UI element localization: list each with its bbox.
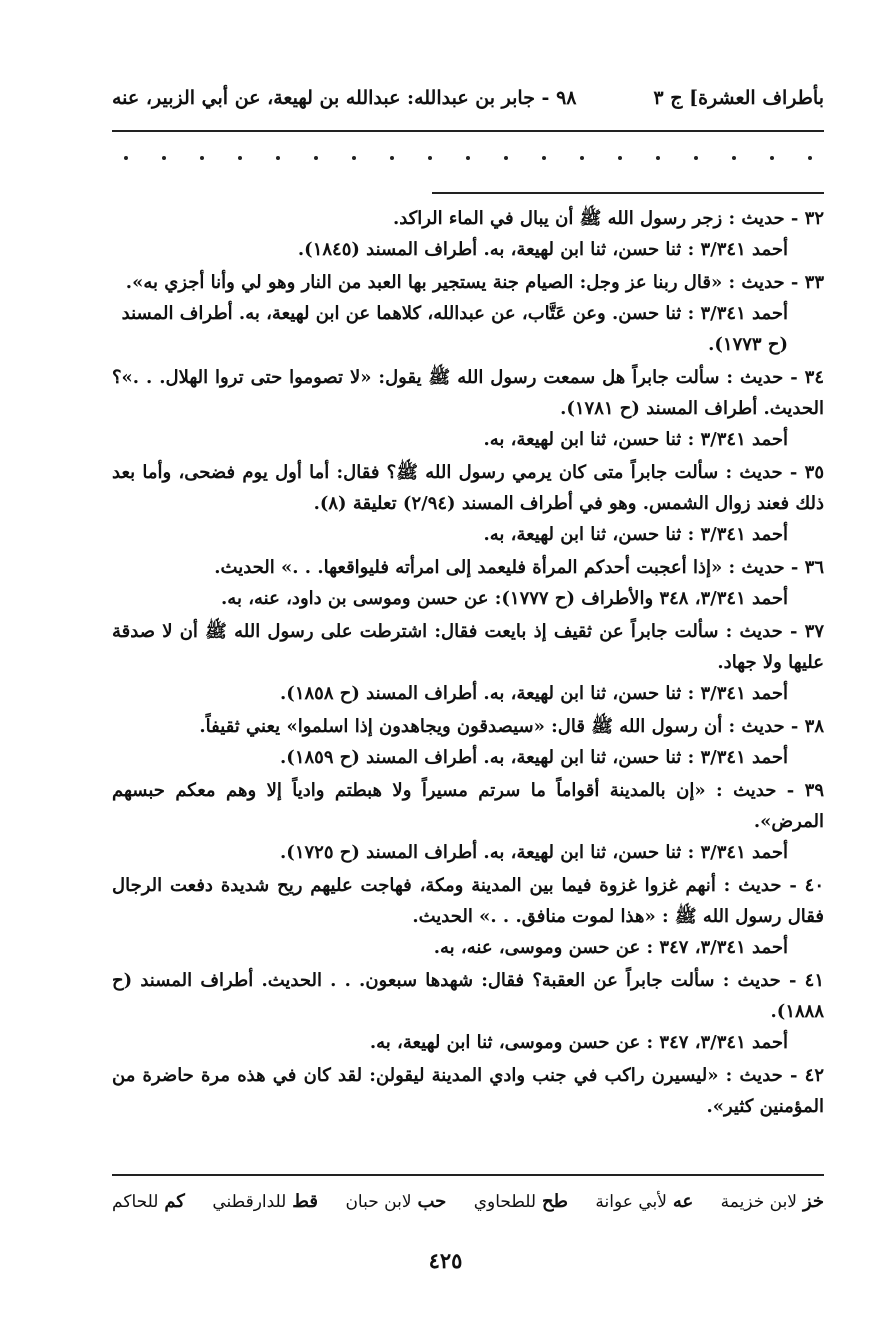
hadith-entry-35 [112, 457, 824, 550]
hadith-source: أحمد ٣/٣٤١ : ثنا حسن، ثنا ابن لهيعة، به. [483, 524, 788, 545]
hadith-text: ٣٧ - حديث : سألت جابراً عن ثقيف إذ بايعت فقال: اشترطت على رسول الله ﷺ أن لا صدقة عليها ولا جهاد. [112, 621, 824, 673]
dot [466, 156, 470, 160]
hadith-text: ٤١ - حديث : سألت جابراً عن العقبة؟ فقال: شهدها سبعون. . . الحديث. أطراف المسند (ح ١٨٨٨). [112, 970, 824, 1022]
hadith-source: أحمد ٣/٣٤١، ٣٤٨ والأطراف (ح ١٧٧٧): عن حسن وموسى بن داود، عنه، به. [221, 588, 788, 609]
dot [238, 156, 242, 160]
hadith-list [112, 203, 824, 1124]
dot [162, 156, 166, 160]
dot [314, 156, 318, 160]
hadith-entry-38 [112, 711, 824, 773]
hadith-text: ٣٨ - حديث : أن رسول الله ﷺ قال: «سيصدقون ويجاهدون إذا اسلموا» يعني ثقيفاً. [199, 716, 824, 737]
hadith-text: ٣٣ - حديث : «قال ربنا عز وجل: الصيام جنة يستجير بها العبد من النار وهو لي وأنا أجزي به». [125, 272, 824, 293]
hadith-text: ٣٥ - حديث : سألت جابراً متى كان يرمي رسول الله ﷺ؟ فقال: أما أول يوم فضحى، وأما بعد ذلك فعند زوال الشمس. وهو في أطراف المسند (٢/٩٤) تعليقة (٨). [112, 462, 824, 514]
hadith-text: ٤٠ - حديث : أنهم غزوا غزوة فيما بين المدينة ومكة، فهاجت عليهم ريح شديدة دفعت الرجال فقال رسول الله ﷺ : «هذا لموت منافق. . .» الحديث. [112, 875, 824, 927]
dot [770, 156, 774, 160]
ellipsis-dots-row [112, 156, 824, 160]
dot [618, 156, 622, 160]
hadith-entry-37 [112, 616, 824, 709]
page-number: ٤٢٥ [428, 1248, 463, 1273]
dot [808, 156, 812, 160]
hadith-text: ٣٤ - حديث : سألت جابراً هل سمعت رسول الله ﷺ يقول: «لا تصوموا حتى تروا الهلال. . .»؟ الحديث. أطراف المسند (ح ١٧٨١). [112, 367, 824, 419]
hadith-text: ٣٦ - حديث : «إذا أعجبت أحدكم المرأة فليعمد إلى امرأته فليواقعها. . .» الحديث. [214, 557, 824, 578]
dot [732, 156, 736, 160]
hadith-entry-33 [112, 267, 824, 360]
dot [656, 156, 660, 160]
abbreviation-item [721, 1188, 824, 1216]
abbreviation-item [595, 1188, 693, 1216]
hadith-entry-39 [112, 775, 824, 868]
abbreviation-item [474, 1188, 568, 1216]
abbreviation-code: خز [802, 1191, 824, 1212]
hadith-entry-42 [112, 1060, 824, 1122]
abbreviation-name: للحاكم [112, 1192, 159, 1212]
header-book-title: بأطراف العشرة] ج ٣ [653, 87, 824, 109]
footer-rule [112, 1174, 824, 1176]
hadith-source: أحمد ٣/٣٤١ : ثنا حسن، ثنا ابن لهيعة، به. أطراف المسند (ح ١٨٥٩). [280, 747, 788, 768]
hadith-entry-40 [112, 870, 824, 963]
dot [428, 156, 432, 160]
dot [580, 156, 584, 160]
hadith-source: أحمد ٣/٣٤١ : ثنا حسن. وعن عَتَّاب، عن عبدالله، كلاهما عن ابن لهيعة، به. أطراف المسند (ح ١٧٧٣). [121, 303, 788, 355]
abbreviation-name: للدارقطني [212, 1192, 287, 1212]
hadith-entry-41 [112, 965, 824, 1058]
hadith-source: أحمد ٣/٣٤١، ٣٤٧ : عن حسن وموسى، ثنا ابن لهيعة، به. [369, 1032, 788, 1053]
dot [276, 156, 280, 160]
abbreviation-code: كم [164, 1191, 185, 1212]
header-section-title: ٩٨ - جابر بن عبدالله: عبدالله بن لهيعة، عن أبي الزبير، عنه [112, 87, 577, 109]
dot [124, 156, 128, 160]
hadith-text: ٣٩ - حديث : «إن بالمدينة أقواماً ما سرتم مسيراً ولا هبطتم وادياً إلا وهم معكم حبسهم المرض». [112, 780, 824, 832]
hadith-entry-34 [112, 362, 824, 455]
hadith-source: أحمد ٣/٣٤١ : ثنا حسن، ثنا ابن لهيعة، به. أطراف المسند (١٨٤٥). [297, 239, 788, 260]
abbreviation-name: لابن خزيمة [720, 1192, 798, 1212]
abbreviation-code: عه [672, 1191, 694, 1212]
hadith-source: أحمد ٣/٣٤١ : ثنا حسن، ثنا ابن لهيعة، به. أطراف المسند (ح ١٧٢٥). [280, 842, 788, 863]
abbreviation-item [345, 1188, 446, 1216]
abbreviation-item [112, 1188, 185, 1216]
abbreviation-code: حب [417, 1191, 447, 1212]
hadith-source: أحمد ٣/٣٤١ : ثنا حسن، ثنا ابن لهيعة، به. أطراف المسند (ح ١٨٥٨). [280, 683, 788, 704]
dot [504, 156, 508, 160]
dot [694, 156, 698, 160]
section-top-rule [432, 192, 824, 194]
hadith-text: ٣٢ - حديث : زجر رسول الله ﷺ أن يبال في الماء الراكد. [392, 208, 824, 229]
hadith-entry-32 [112, 203, 824, 265]
abbreviation-name: لابن حبان [345, 1192, 412, 1212]
abbreviation-code: قط [292, 1191, 318, 1212]
header-rule [112, 130, 824, 132]
hadith-source: أحمد ٣/٣٤١، ٣٤٧ : عن حسن وموسى، عنه، به. [433, 937, 788, 958]
running-header [112, 84, 824, 112]
abbreviation-key [112, 1188, 824, 1216]
dot [542, 156, 546, 160]
hadith-text: ٤٢ - حديث : «ليسيرن راكب في جنب وادي المدينة ليقولن: لقد كان في هذه مرة حاضرة من المؤمنين كثير». [112, 1065, 824, 1117]
hadith-source: أحمد ٣/٣٤١ : ثنا حسن، ثنا ابن لهيعة، به. [483, 429, 788, 450]
dot [390, 156, 394, 160]
abbreviation-item [212, 1188, 318, 1216]
hadith-entry-36 [112, 552, 824, 614]
abbreviation-name: لأبي عوانة [595, 1192, 667, 1212]
abbreviation-code: طح [542, 1191, 568, 1212]
dot [200, 156, 204, 160]
abbreviation-name: للطحاوي [473, 1192, 537, 1212]
dot [352, 156, 356, 160]
